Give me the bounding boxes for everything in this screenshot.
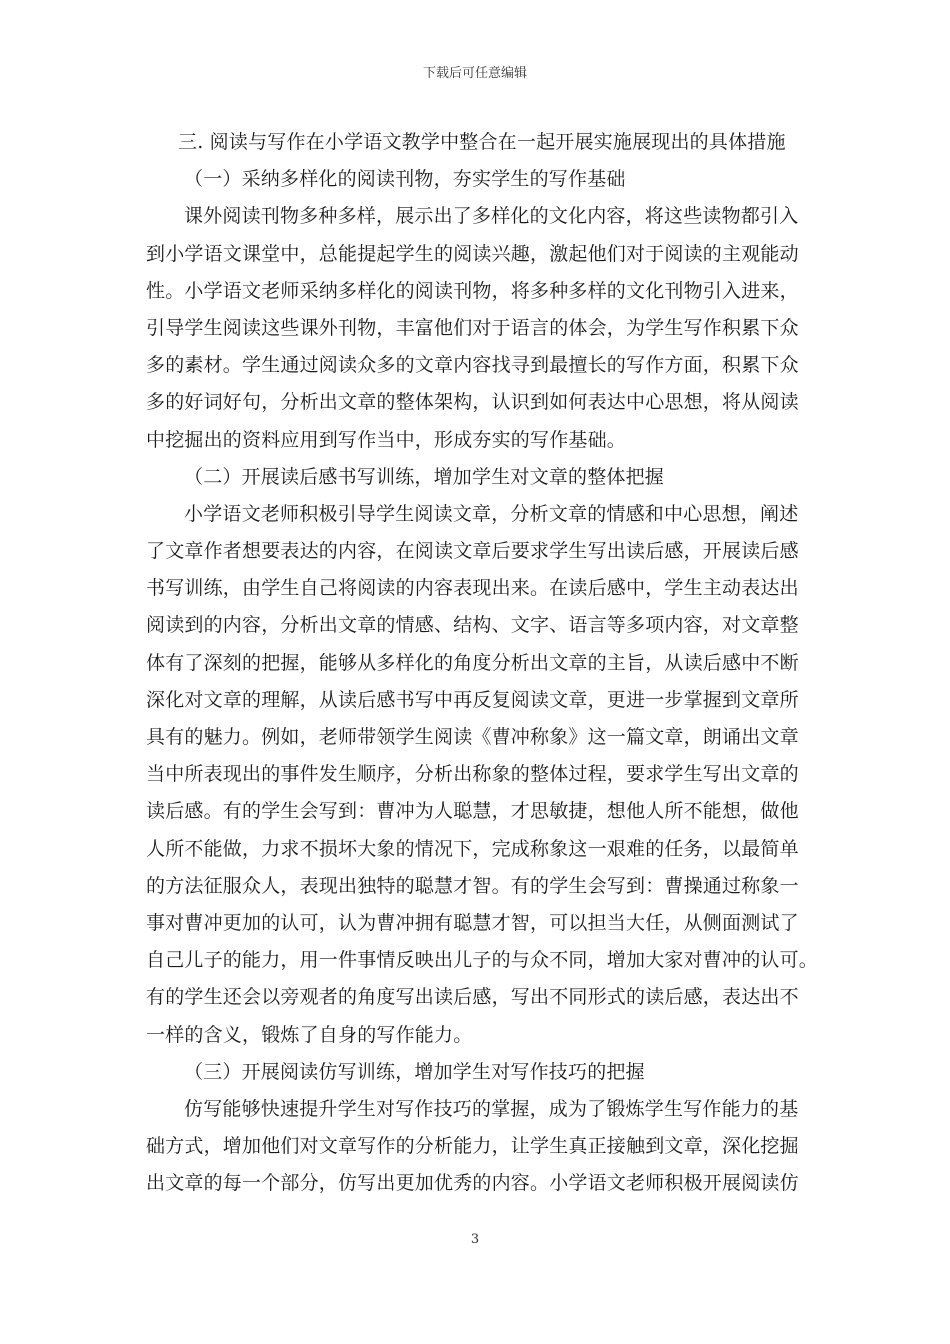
paragraph-line: 引导学生阅读这些课外刊物，丰富他们对于语言的体会，为学生写作积累下众 [146,316,799,339]
paragraph-line: 中挖掘出的资料应用到写作当中，形成夯实的写作基础。 [146,428,627,451]
paragraph-line: 出文章的每一个部分，仿写出更加优秀的内容。小学语文老师积极开展阅读仿 [146,1172,799,1195]
subsection-heading-3: （三）开展阅读仿写训练，增加学生对写作技巧的把握 [184,1060,645,1083]
paragraph-line: 小学语文老师积极引导学生阅读文章，分析文章的情感和中心思想，阐述 [184,502,799,525]
paragraph-line: 自己儿子的能力，用一件事情反映出儿子的与众不同，增加大家对曹冲的认可。 [146,949,819,972]
page-number: 3 [470,1232,480,1247]
paragraph-line: 仿写能够快速提升学生对写作技巧的掌握，成为了锻炼学生写作能力的基 [184,1097,799,1120]
paragraph-line: 深化对文章的理解，从读后感书写中再反复阅读文章，更进一步掌握到文章所 [146,688,799,711]
paragraph-line: 人所不能做，力求不损坏大象的情况下，完成称象这一艰难的任务，以最简单 [146,837,799,860]
paragraph-line: 体有了深刻的把握，能够从多样化的角度分析出文章的主旨，从读后感中不断 [146,651,799,674]
paragraph-line: 础方式，增加他们对文章写作的分析能力，让学生真正接触到文章，深化挖掘 [146,1135,799,1158]
paragraph-line: 书写训练，由学生自己将阅读的内容表现出来。在读后感中，学生主动表达出 [146,577,799,600]
paragraph-line: 的方法征服众人，表现出独特的聪慧才智。有的学生会写到：曹操通过称象一 [146,874,799,897]
paragraph-line: 多的素材。学生通过阅读众多的文章内容找寻到最擅长的写作方面，积累下众 [146,354,799,377]
section-title: 三. 阅读与写作在小学语文教学中整合在一起开展实施展现出的具体措施 [178,131,786,153]
paragraph-line: 读后感。有的学生会写到：曹冲为人聪慧，才思敏捷，想他人所不能想，做他 [146,800,799,823]
paragraph-line: 阅读到的内容，分析出文章的情感、结构、文字、语言等多项内容，对文章整 [146,614,799,637]
subsection-heading-2: （二）开展读后感书写训练，增加学生对文章的整体把握 [184,465,665,488]
paragraph-line: 有的学生还会以旁观者的角度写出读后感，写出不同形式的读后感，表达出不 [146,986,799,1009]
page-header: 下载后可任意编辑 [422,66,527,81]
paragraph-line: 课外阅读刊物多种多样，展示出了多样化的文化内容，将这些读物都引入 [184,205,799,228]
paragraph-line: 具有的魅力。例如，老师带领学生阅读《曹冲称象》这一篇文章，朗诵出文章 [146,726,799,748]
paragraph-line: 到小学语文课堂中，总能提起学生的阅读兴趣，激起他们对于阅读的主观能动 [146,242,799,265]
subsection-heading-1: （一）采纳多样化的阅读刊物，夯实学生的写作基础 [184,168,626,191]
paragraph-line: 多的好词好句，分析出文章的整体架构，认识到如何表达中心思想，将从阅读 [146,391,799,414]
document-body [146,124,818,1202]
paragraph-line: 了文章作者想要表达的内容，在阅读文章后要求学生写出读后感，开展读后感 [146,540,799,563]
paragraph-line: 事对曹冲更加的认可，认为曹冲拥有聪慧才智，可以担当大任，从侧面测试了 [146,911,799,934]
paragraph-line: 当中所表现出的事件发生顺序，分析出称象的整体过程，要求学生写出文章的 [146,763,799,786]
paragraph-line: 性。小学语文老师采纳多样化的阅读刊物，将多种多样的文化刊物引入进来， [146,279,799,302]
paragraph-line: 一样的含义，锻炼了自身的写作能力。 [146,1023,473,1046]
